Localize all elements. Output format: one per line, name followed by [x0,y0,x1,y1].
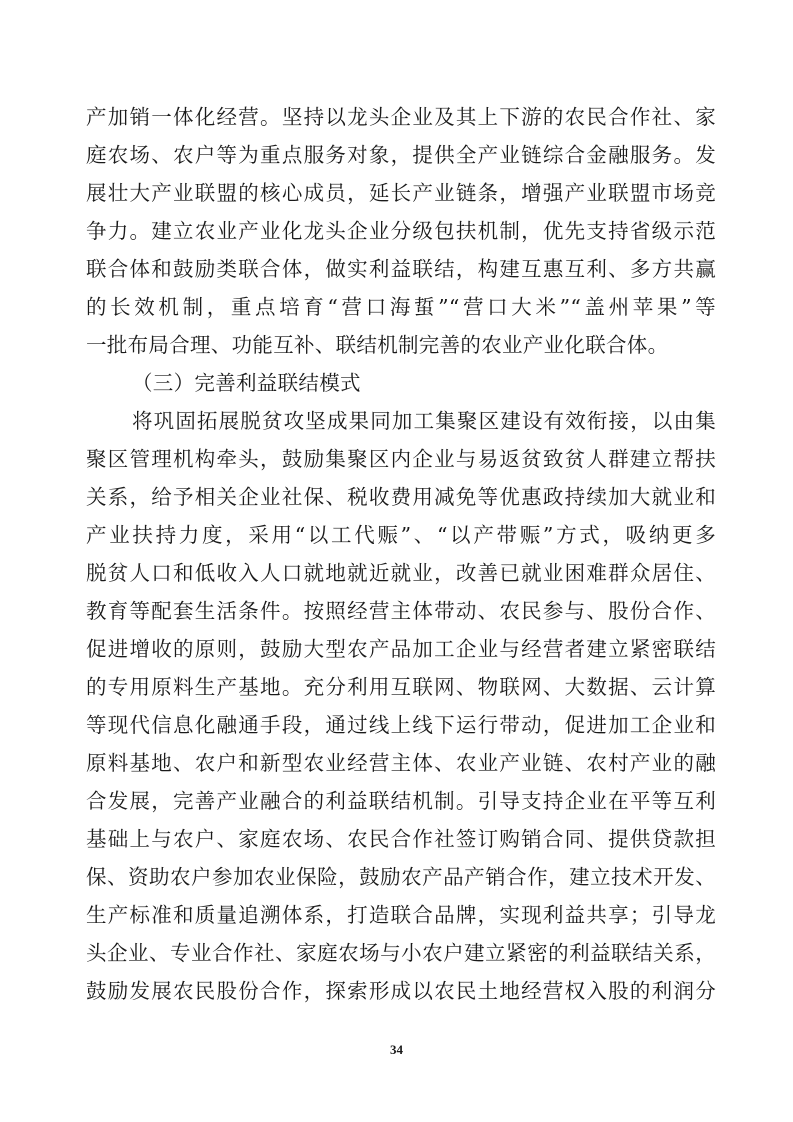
page-number: 34 [390,1042,403,1057]
body-text [86,98,716,1010]
text-line: 鼓励发展农民股份合作，探索形成以农民土地经营权入股的利润分 [86,979,716,1003]
text-line: 产业扶持力度，采用“以工代赈”、“以产带赈”方式，吸纳更多 [86,523,716,547]
text-line: 原料基地、农户和新型农业经营主体、农业产业链、农村产业的融 [86,751,716,775]
text-line: 教育等配套生活条件。按照经营主体带动、农民参与、股份合作、 [86,599,716,623]
paragraph-1 [86,98,716,364]
text-line: 关系，给予相关企业社保、税收费用减免等优惠政持续加大就业和 [86,485,716,509]
text-line: 保、资助农户参加农业保险，鼓励农产品产销合作，建立技术开发、 [86,865,716,889]
text-line: 的专用原料生产基地。充分利用互联网、物联网、大数据、云计算 [86,675,716,699]
text-line: 的长效机制，重点培育“营口海蜇”“营口大米”“盖州苹果”等 [86,295,716,319]
text-line: 基础上与农户、家庭农场、农民合作社签订购销合同、提供贷款担 [86,827,716,851]
paragraph-2 [86,402,716,1010]
text-line: 庭农场、农户等为重点服务对象，提供全产业链综合金融服务。发 [86,143,716,167]
text-line: 展壮大产业联盟的核心成员，延长产业链条，增强产业联盟市场竞 [86,181,716,205]
text-line: 促进增收的原则，鼓励大型农产品加工企业与经营者建立紧密联结 [86,637,716,661]
text-line: 联合体和鼓励类联合体，做实利益联结，构建互惠互利、多方共赢 [86,257,716,281]
section-heading: （三）完善利益联结模式 [132,371,361,395]
text-line: 聚区管理机构牵头，鼓励集聚区内企业与易返贫致贫人群建立帮扶 [86,447,716,471]
text-line: 等现代信息化融通手段，通过线上线下运行带动，促进加工企业和 [86,713,716,737]
text-line: 生产标准和质量追溯体系，打造联合品牌，实现利益共享；引导龙 [86,903,716,927]
text-line: 脱贫人口和低收入人口就地就近就业，改善已就业困难群众居住、 [86,561,716,585]
text-line: 争力。建立农业产业化龙头企业分级包扶机制，优先支持省级示范 [86,219,716,243]
text-line: 将巩固拓展脱贫攻坚成果同加工集聚区建设有效衔接，以由集 [132,409,716,433]
text-line: 头企业、专业合作社、家庭农场与小农户建立紧密的利益联结关系， [86,941,716,965]
text-line: 合发展，完善产业融合的利益联结机制。引导支持企业在平等互利 [86,789,716,813]
text-line: 产加销一体化经营。坚持以龙头企业及其上下游的农民合作社、家 [86,105,716,129]
text-line: 一批布局合理、功能互补、联结机制完善的农业产业化联合体。 [86,333,669,357]
